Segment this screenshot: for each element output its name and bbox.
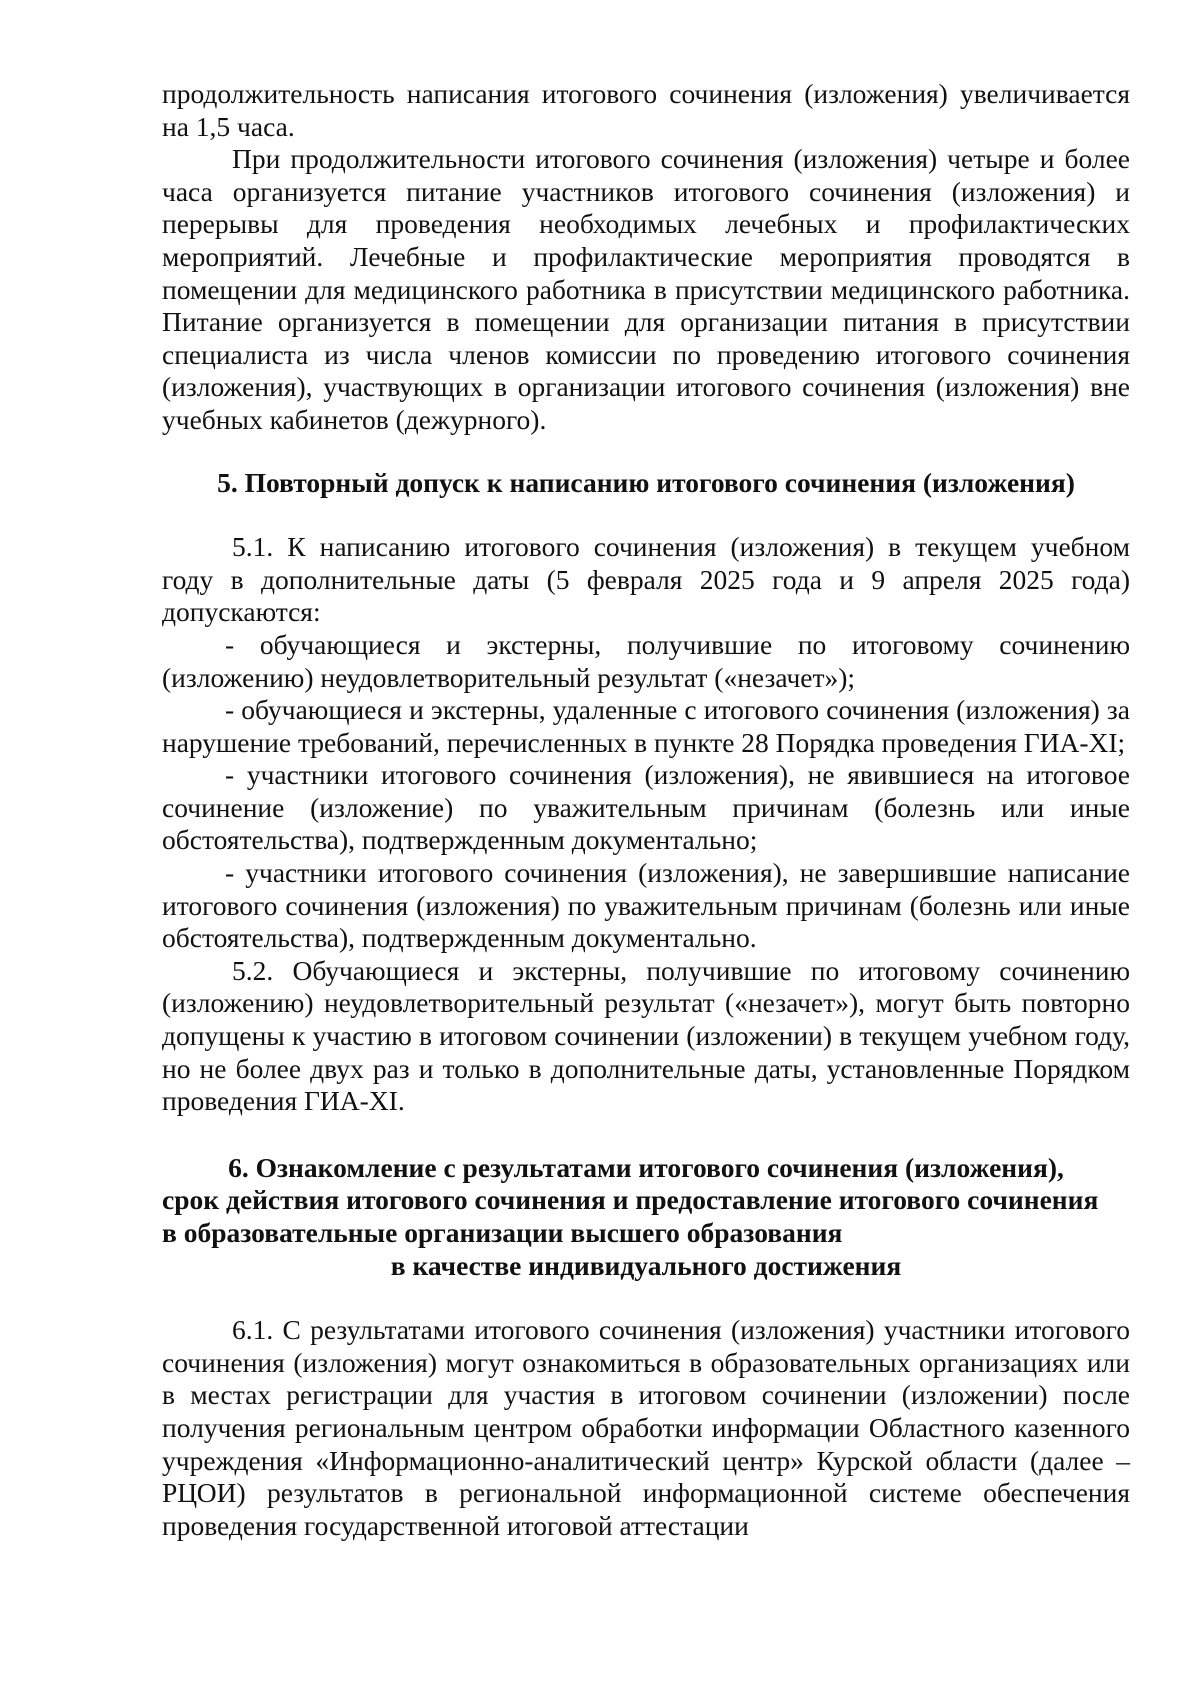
list-item: - обучающиеся и экстерны, получившие по итоговому сочинению (изложению) неудовлетворительный результат («незачет»); [162, 628, 1130, 693]
section-6-heading [162, 1152, 1130, 1282]
list-item: - обучающиеся и экстерны, удаленные с итогового сочинения (изложения) за нарушение требований, перечисленных в пункте 28 Порядка проведения ГИА-XI; [162, 694, 1130, 758]
spacer [162, 1118, 1130, 1152]
section-6-heading-line: срок действия итогового сочинения и предоставление итогового сочинения [162, 1184, 1099, 1216]
document-page [162, 78, 1130, 1542]
list-item: - участники итогового сочинения (изложения), не явившиеся на итоговое сочинение (изложение) по уважительным причинам (болезнь или иные обстоятельства), подтвержденным документально; [162, 759, 1130, 856]
section-6-heading-line: в образовательные организации высшего образования [162, 1217, 843, 1248]
spacer [162, 437, 1130, 467]
paragraph-5-2: 5.2. Обучающиеся и экстерны, получившие по итоговому сочинению (изложению) неудовлетворительный результат («незачет»), могут быть повторно допущены к участию в итоговом сочинении (изложении) в текущем учебном году, но не более двух раз и только в дополнительные даты, установленные Порядком проведения ГИА-XI. [162, 954, 1130, 1117]
spacer [162, 1282, 1130, 1314]
spacer [162, 499, 1130, 531]
paragraph-6-1: 6.1. С результатами итогового сочинения (изложения) участники итогового сочинения (изложения) могут ознакомиться в образовательных организациях или в местах регистрации для участия в итоговом сочинении (изложении) после получения региональным центром обработки информации Областного казенного учреждения «Информационно-аналитический центр» Курской области (далее – РЦОИ) результатов в региональной информационной системе обеспечения проведения государственной итоговой аттестации [162, 1314, 1130, 1541]
paragraph-5-1: 5.1. К написанию итогового сочинения (изложения) в текущем учебном году в дополнительные даты (5 февраля 2025 года и 9 апреля 2025 года) допускаются: [162, 531, 1130, 628]
section-6-heading-line: 6. Ознакомление с результатами итогового сочинения (изложения), [228, 1151, 1064, 1183]
section-5-heading: 5. Повторный допуск к написанию итогового сочинения (изложения) [217, 466, 1075, 498]
intro-paragraph-1: продолжительность написания итогового сочинения (изложения) увеличивается на 1,5 часа. [162, 78, 1130, 142]
section-6-heading-line: в качестве индивидуального достижения [390, 1249, 902, 1281]
intro-paragraph-2: При продолжительности итогового сочинения (изложения) четыре и более часа организуется питание участников итогового сочинения (изложения) и перерывы для проведения необходимых лечебных и профилактических мероприятий. Лечебные и профилактические мероприятия проводятся в помещении для медицинского работника в присутствии медицинского работника. Питание организуется в помещении для организации питания в присутствии специалиста из числа членов комиссии по проведению итогового сочинения (изложения), участвующих в организации итогового сочинения (изложения) вне учебных кабинетов (дежурного). [162, 143, 1130, 435]
list-item: - участники итогового сочинения (изложения), не завершившие написание итогового сочинения (изложения) по уважительным причинам (болезнь или иные обстоятельства), подтвержденным документально. [162, 857, 1130, 954]
